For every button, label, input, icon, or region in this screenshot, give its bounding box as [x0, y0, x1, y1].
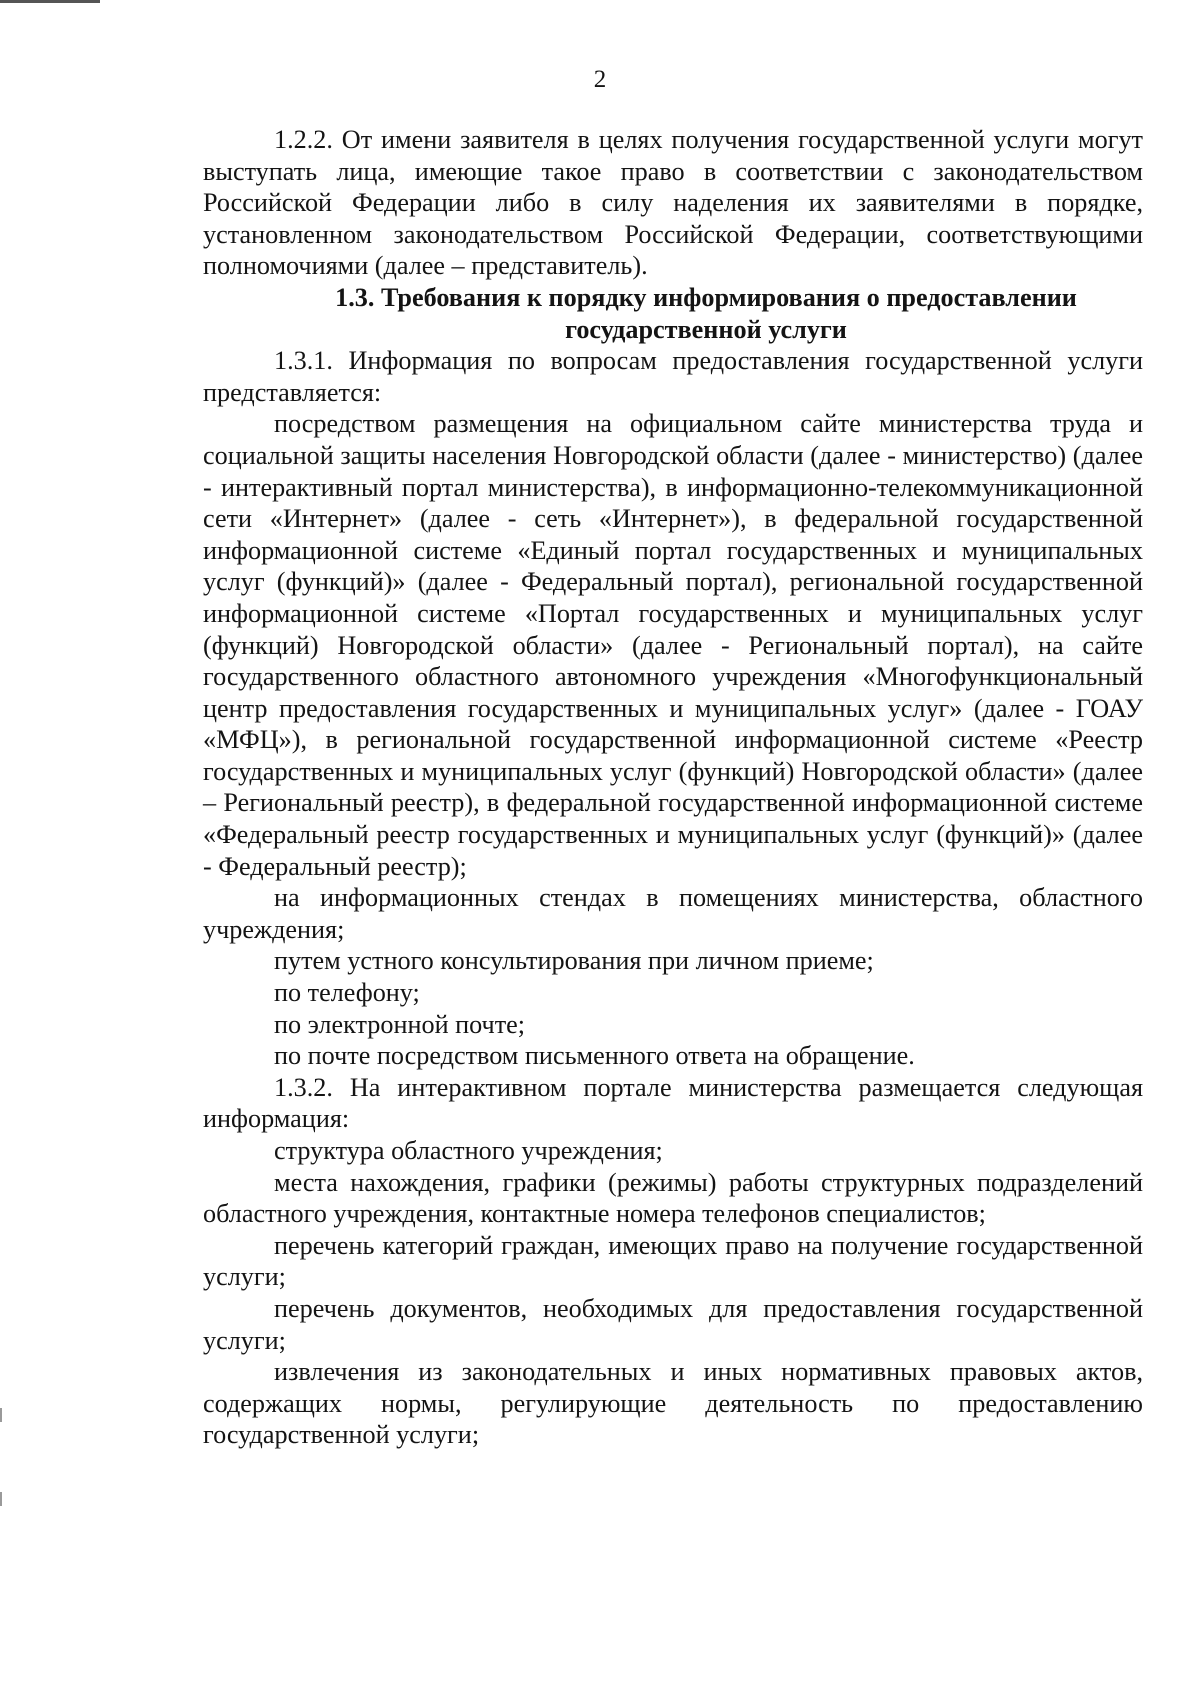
paragraph-info-stands: на информационных стендах в помещениях министерства, областного учреждения;: [203, 883, 1143, 944]
paragraph-legal-extracts: извлечения из законодательных и иных нормативных правовых актов, содержащих нормы, регулирующие деятельность по предоставлению государственной услуги;: [203, 1357, 1143, 1450]
section-heading-1-3: 1.3. Требования к порядку информирования о предоставлении государственной услуги: [335, 282, 1077, 344]
document-body: [203, 124, 1143, 1451]
paragraph-by-phone: по телефону;: [274, 978, 420, 1008]
paragraph-locations-schedules: места нахождения, графики (режимы) работы структурных подразделений областного учреждения, контактные номера телефонов специалистов;: [203, 1167, 1143, 1229]
paragraph-info-channels: посредством размещения на официальном сайте министерства труда и социальной защиты населения Новгородской области (далее - министерство) (далее - интерактивный портал министерства), в информационно-телекоммуникационной сети «Интернет» (далее - сеть «Интернет»), в федеральной государственной информационной системе «Единый портал государственных и муниципальных услуг (функций)» (далее - Федеральный портал), региональной государственной информационной системе «Портал государственных и муниципальных услуг (функций) Новгородской области» (далее - Региональный портал), на сайте государственного областного автономного учреждения «Многофункциональный центр предоставления государственных и муниципальных услуг» (далее - ГОАУ «МФЦ»), в региональной государственной информационной системе «Реестр государственных и муниципальных услуг (функций) Новгородской области» (далее – Региональный реестр), в федеральной государственной информационной системе «Федеральный реестр государственных и муниципальных услуг (функций)» (далее - Федеральный реестр);: [203, 409, 1143, 881]
paragraph-structure: структура областного учреждения;: [274, 1136, 663, 1165]
paragraph-oral-consulting: путем устного консультирования при личном приеме;: [274, 946, 874, 976]
paragraph-1-2-2: 1.2.2. От имени заявителя в целях получения государственной услуги могут выступать лица, имеющие такое право в соответствии с законодательством Российской Федерации либо в силу наделения их заявителями в порядке, установленном законодательством Российской Федерации, соответствующими полномочиями (далее – представитель).: [203, 125, 1143, 281]
page-number: 2: [593, 66, 607, 93]
scan-corner-mark: [0, 0, 100, 3]
scan-edge-mark: [0, 1408, 2, 1422]
paragraph-by-mail: по почте посредством письменного ответа на обращение.: [274, 1041, 915, 1071]
paragraph-by-email: по электронной почте;: [274, 1009, 526, 1039]
paragraph-1-3-2: 1.3.2. На интерактивном портале министерства размещается следующая информация:: [203, 1072, 1143, 1134]
paragraph-documents-list: перечень документов, необходимых для предоставления государственной услуги;: [203, 1293, 1143, 1355]
paragraph-1-3-1: 1.3.1. Информация по вопросам предоставления государственной услуги представляется:: [203, 346, 1143, 407]
scan-edge-mark: [0, 1492, 2, 1506]
paragraph-citizen-categories: перечень категорий граждан, имеющих право на получение государственной услуги;: [203, 1230, 1143, 1292]
